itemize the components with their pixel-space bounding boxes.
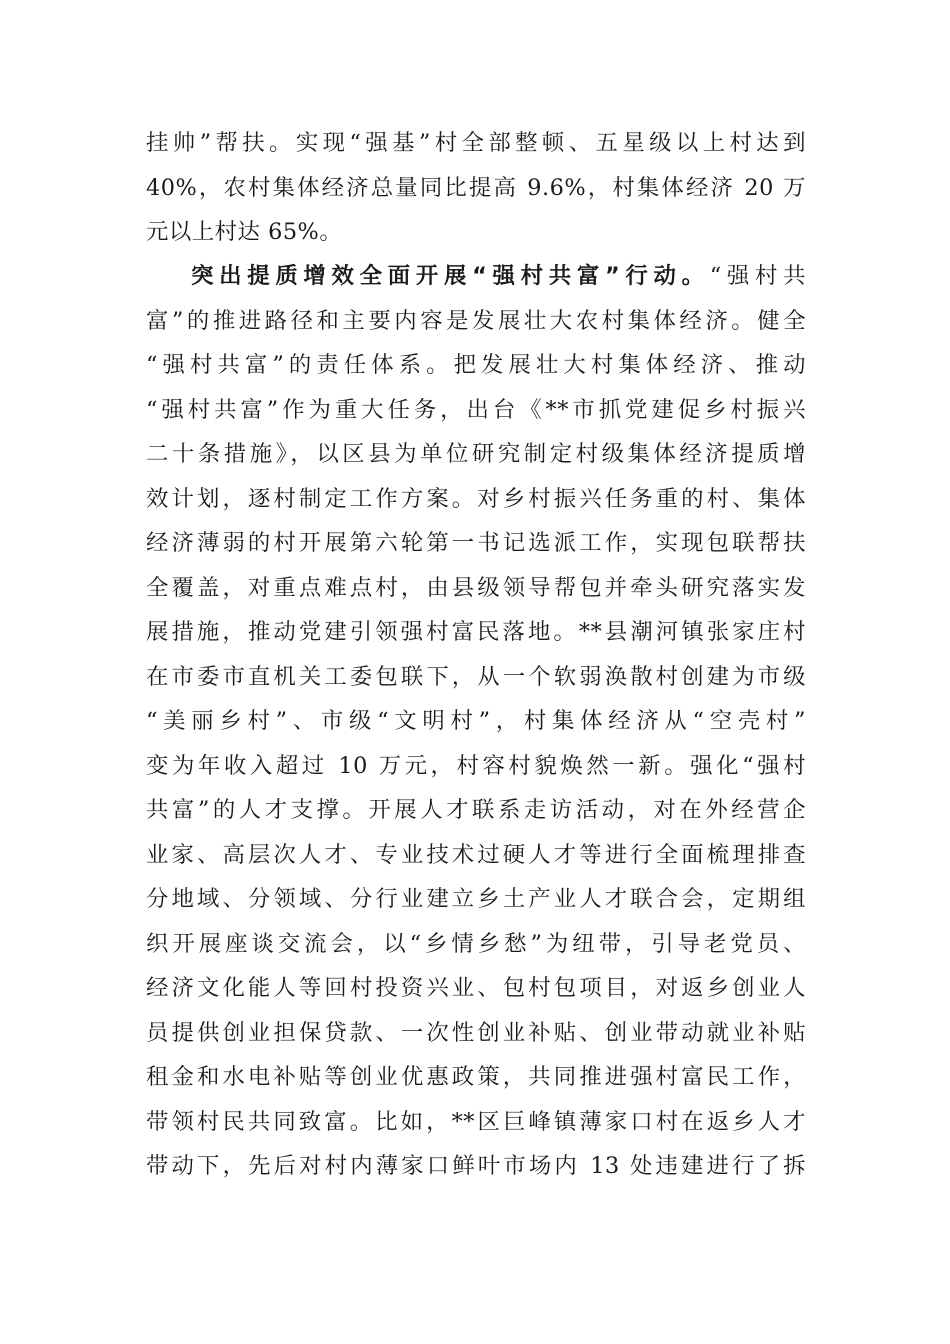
text-line: 带领村民共同致富。比如，**区巨峰镇薄家口村在返乡人才 [146,1108,806,1135]
text-line: 二十条措施》，以区县为单位研究制定村级集体经济提质增 [146,441,806,467]
text-line: “强村共富”作为重大任务，出台《**市抓党建促乡村振兴 [146,396,806,423]
text-line: 挂帅”帮扶。实现“强基”村全部整顿、五星级以上村达到 [146,130,806,156]
text-line: 织开展座谈交流会，以“乡情乡愁”为纽带，引导老党员、 [146,930,806,957]
paragraph-heading: 突出提质增效全面开展“强村共富”行动。 [191,263,710,289]
paragraph-strong-village [146,254,806,1189]
paragraph-first-line [146,254,806,299]
text-line: 变为年收入超过 10 万元，村容村貌焕然一新。强化“强村 [146,752,806,779]
text-line: 租金和水电补贴等创业优惠政策，共同推进强村富民工作， [146,1064,806,1090]
text-line: 40%，农村集体经济总量同比提高 9.6%，村集体经济 20 万 [146,174,806,201]
text-line: 元以上村达 65%。 [146,219,343,245]
paragraph-first-line-rest: “强村共 [709,263,806,289]
text-line: 展措施，推动党建引领强村富民落地。**县潮河镇张家庄村 [146,619,806,645]
text-line: 共富”的人才支撑。开展人才联系走访活动，对在外经营企 [146,797,806,823]
text-line: 分地域、分领域、分行业建立乡土产业人才联合会，定期组 [146,886,806,912]
text-line: 员提供创业担保贷款、一次性创业补贴、创业带动就业补贴 [146,1019,806,1046]
text-line: 富”的推进路径和主要内容是发展壮大农村集体经济。健全 [146,307,806,334]
text-line: 效计划，逐村制定工作方案。对乡村振兴任务重的村、集体 [146,485,806,512]
text-line: 经济文化能人等回村投资兴业、包村包项目，对返乡创业人 [146,975,806,1001]
text-line: 全覆盖，对重点难点村，由县级领导帮包并牵头研究落实发 [146,574,806,601]
text-line: 业家、高层次人才、专业技术过硬人才等进行全面梳理排查 [146,841,806,868]
paragraph-continuation [146,121,806,255]
text-line: 在市委市直机关工委包联下，从一个软弱涣散村创建为市级 [146,663,806,690]
text-line: “强村共富”的责任体系。把发展壮大村集体经济、推动 [146,352,806,378]
text-line: 经济薄弱的村开展第六轮第一书记选派工作，实现包联帮扶 [146,530,806,556]
text-line: 带动下，先后对村内薄家口鲜叶市场内 13 处违建进行了拆 [146,1153,806,1179]
text-line: “美丽乡村”、市级“文明村”，村集体经济从“空壳村” [146,708,806,734]
